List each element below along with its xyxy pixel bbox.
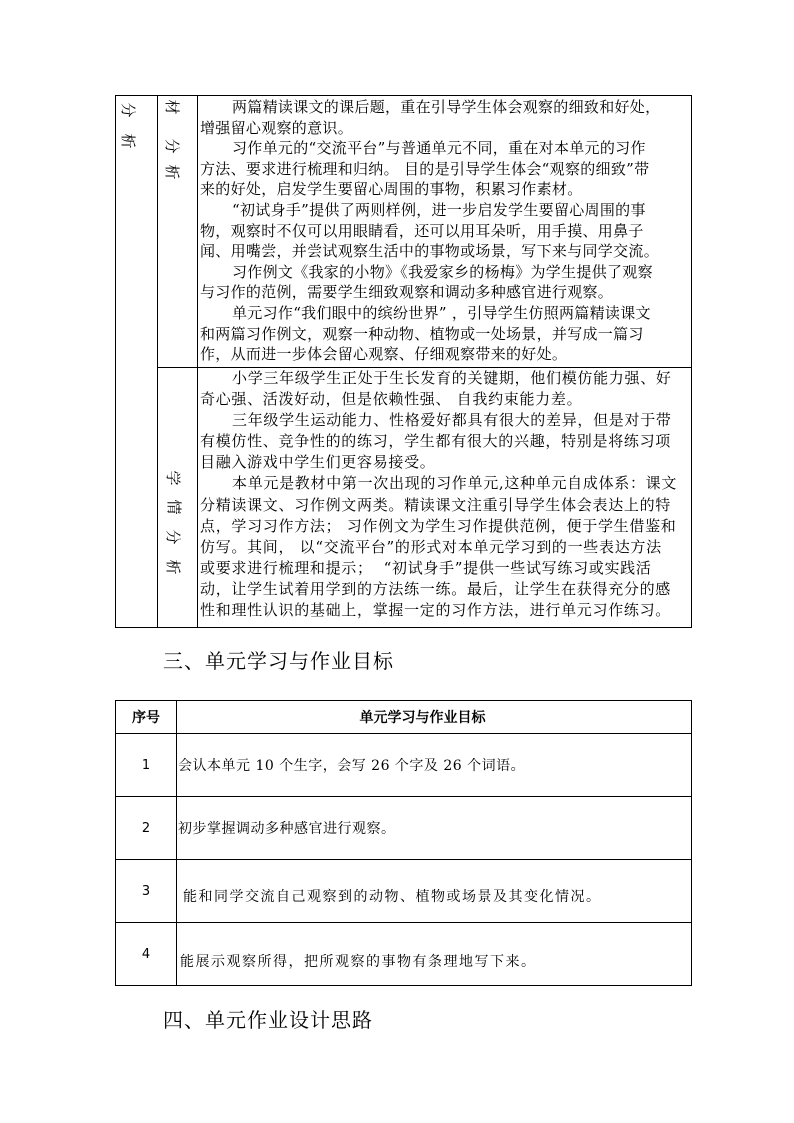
table-row [116, 797, 691, 860]
section-heading-objectives: 三、单元学习与作业目标 [163, 649, 394, 673]
paragraph [200, 200, 689, 262]
text-line: 作，从而进一步体会留心观察、仔细观察带来的好处。 [200, 345, 568, 364]
paragraph [200, 410, 689, 473]
column-divider [197, 96, 198, 627]
text-line: 本单元是教材中第一次出现的习作单元,这种单元自成体系：课文 [232, 474, 678, 493]
text-line: 方法、要求进行梳理和归纳。 目的是引导学生体会“观察的细致”带 [200, 159, 650, 178]
paragraph [200, 303, 689, 365]
row-goal: 初步掌握调动多种感官进行观察。 [178, 821, 396, 837]
material-analysis-label-char: 材 [163, 99, 181, 115]
student-analysis-text [200, 368, 689, 626]
objectives-table [115, 700, 692, 986]
student-analysis-label-char: 情 [165, 499, 183, 515]
row-number: 1 [141, 757, 151, 773]
table-row [116, 734, 691, 797]
text-line: 仿写。其间， 以“交流平台”的形式对本单元学习到的一些表达方法 [200, 537, 662, 556]
material-analysis-label-char: 析 [163, 164, 181, 180]
text-line: 物，观察时不仅可以用眼睛看，还可以用耳朵听，用手摸、用鼻子 [200, 221, 644, 240]
text-line: 奇心强、活泼好动，但是依赖性强、 自我约束能力差。 [200, 390, 583, 409]
row-number: 2 [141, 820, 151, 836]
row-goal: 能和同学交流自己观察到的动物、植物或场景及其变化情况。 [183, 889, 602, 905]
paragraph [200, 368, 689, 410]
text-line: 增强留心观察的意识。 [200, 118, 354, 137]
text-line: 点，学习习作方法； 习作例文为学生习作提供范例，便于学生借鉴和 [200, 516, 677, 535]
paragraph [200, 97, 689, 138]
row-goal: 会认本单元 10 个生字，会写 26 个字及 26 个词语。 [178, 758, 526, 774]
text-line: 三年级学生运动能力、性格爱好都具有很大的差异，但是对于带 [232, 411, 672, 430]
paragraph [200, 138, 689, 200]
text-line: 性和理性认识的基础上，掌握一定的习作方法，进行单元习作练习。 [200, 601, 672, 620]
text-line: 或要求进行梳理和提示； “初试身手”提供一些试写练习或实践活 [200, 558, 652, 577]
text-line: 与习作的范例，需要学生细致观察和调动多种感官进行观察。 [200, 283, 614, 302]
row-number: 4 [141, 946, 151, 962]
student-analysis-label-char: 析 [164, 559, 182, 575]
section-label-char: 析 [119, 133, 137, 149]
column-divider [157, 96, 158, 627]
text-line: 单元习作“我们眼中的缤纷世界” ，引导学生仿照两篇精读课文 [232, 303, 651, 322]
text-line: 两篇精读课文的课后题，重在引导学生体会观察的细致和好处， [232, 98, 661, 116]
section-label-char: 分 [119, 102, 137, 118]
text-line: 目融入游戏中学生们更容易接受。 [200, 453, 436, 472]
text-line: 来的好处，启发学生要留心周围的事物，积累习作素材。 [200, 180, 583, 199]
text-line: 有模仿性、竞争性的的练习，学生都有很大的兴趣，特别是将练习项 [200, 432, 672, 451]
paragraph [200, 262, 689, 303]
text-line: 闻、用嘴尝，并尝试观察生活中的事物或场景，写下来与同学交流。 [200, 242, 660, 261]
text-line: 习作单元的“交流平台”与普通单元不同，重在对本单元的习作 [232, 139, 646, 158]
header-no: 序号 [132, 710, 160, 726]
text-line: 和两篇习作例文，观察一种动物、植物或一处场景，并写成一篇习 [200, 324, 644, 343]
row-number: 3 [141, 883, 151, 899]
student-analysis-label-char: 分 [164, 529, 182, 545]
analysis-table [115, 95, 692, 628]
table-header-row [116, 701, 691, 734]
table-row [116, 860, 691, 923]
student-analysis-label-char: 学 [164, 470, 182, 486]
text-line: 分精读课文、习作例文两类。精读课文注重引导学生体会表达上的特 [200, 495, 672, 514]
section-heading-design-ideas: 四、单元作业设计思路 [163, 1008, 373, 1032]
text-line: 小学三年级学生正处于生长发育的关键期，他们模仿能力强、好 [232, 369, 672, 387]
paragraph [200, 473, 689, 621]
text-line: 动，让学生试着用学到的方法练一练。最后，让学生在获得充分的感 [200, 579, 672, 598]
header-goal: 单元学习与作业目标 [359, 710, 486, 726]
table-row [116, 923, 691, 985]
material-analysis-text [200, 97, 689, 366]
material-analysis-label-char: 分 [163, 138, 181, 154]
row-goal: 能展示观察所得，把所观察的事物有条理地写下来。 [180, 954, 537, 970]
text-line: 习作例文《我家的小物》《我爱家乡的杨梅》为学生提供了观察 [232, 262, 653, 281]
text-line: “初试身手”提供了两则样例，进一步启发学生要留心周围的事 [232, 200, 646, 219]
